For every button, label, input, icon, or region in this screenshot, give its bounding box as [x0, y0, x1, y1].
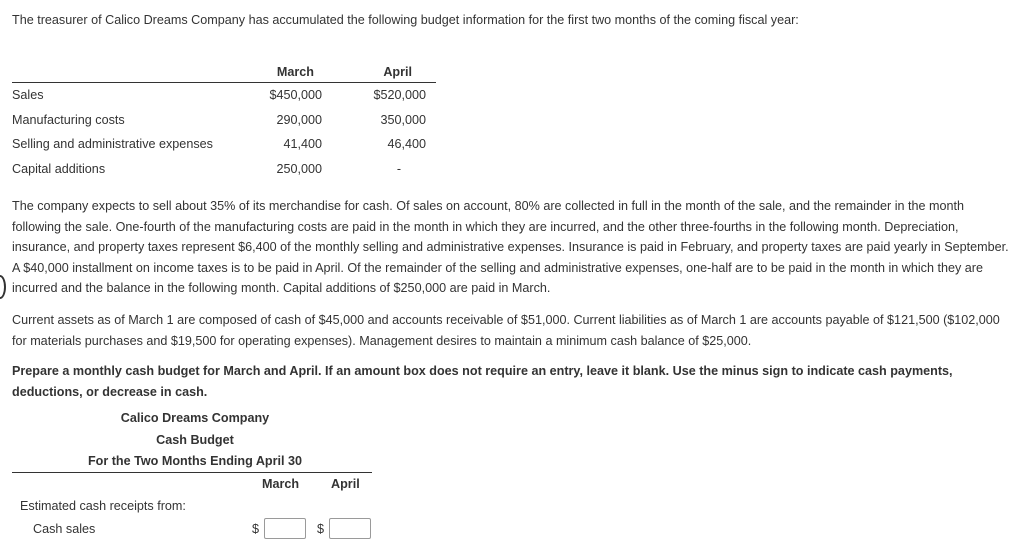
- budget-table: [12, 62, 436, 181]
- april-value: -: [396, 161, 402, 176]
- march-value: 41,400: [283, 137, 322, 152]
- april-value: $520,000: [373, 88, 426, 103]
- cash-budget-title: Cash Budget: [156, 433, 234, 447]
- cash-budget-divider: [12, 472, 372, 473]
- row-label: Capital additions: [12, 161, 106, 176]
- dollar-sign-april: $: [317, 522, 325, 536]
- table-row: [12, 132, 436, 157]
- cash-sales-april-input[interactable]: [329, 518, 371, 539]
- table-row: [12, 108, 436, 133]
- cash-budget-col-april: April: [331, 477, 360, 491]
- instructions-paragraph: Prepare a monthly cash budget for March and April. If an amount box does not require an entry, leave it blank. Use the minus sign to indicate cash payments, deductions, or decrease in cash.: [12, 364, 953, 399]
- row-label: Sales: [12, 88, 44, 103]
- dollar-sign-march: $: [252, 522, 260, 536]
- april-value: 350,000: [380, 112, 426, 127]
- march-value: $450,000: [269, 88, 322, 103]
- row-label: Selling and administrative expenses: [12, 137, 213, 152]
- header-april: April: [322, 62, 436, 83]
- table-row: [12, 83, 436, 108]
- cash-budget-col-march: March: [262, 477, 300, 491]
- cash-sales-label: Cash sales: [33, 522, 96, 536]
- receipts-label: Estimated cash receipts from:: [20, 499, 186, 513]
- march-value: 250,000: [276, 161, 322, 176]
- table-row: [12, 157, 436, 182]
- budget-table-header: [12, 62, 436, 83]
- cash-budget-period: For the Two Months Ending April 30: [87, 454, 303, 468]
- april-value: 46,400: [387, 137, 426, 152]
- header-blank: [12, 62, 234, 83]
- balances-paragraph: Current assets as of March 1 are composed of cash of $45,000 and accounts receivable of $51,000. Current liabilities as of March 1 are accounts payable of $121,500 ($102,000 for materials purchases and $19,500 for operating expenses). Management desires to maintain a minimum cash balance of $25,000.: [12, 313, 1000, 348]
- march-value: 290,000: [276, 112, 322, 127]
- assumptions-paragraph: The company expects to sell about 35% of its merchandise for cash. Of sales on account, 80% are collected in full in the month of the sale, and the remainder in the month following the sale. One-fourth of the manufacturing costs are paid in the month in which they are incurred, and the other three-fourths in the following month. Depreciation, insurance, and property taxes represent $6,400 of the monthly selling and administrative expenses. Insurance is paid in February, and property taxes are paid yearly in September. A $40,000 installment on income taxes is to be paid in April. Of the remainder of the selling and administrative expenses, one-half are to be paid in the month in which they are incurred and the balance in the following month. Capital additions of $250,000 are paid in March.: [12, 199, 1009, 296]
- intro-text: The treasurer of Calico Dreams Company has accumulated the following budget information for the first two months of the coming fiscal year:: [12, 13, 799, 27]
- row-label: Manufacturing costs: [12, 112, 125, 127]
- cash-sales-march-input[interactable]: [264, 518, 306, 539]
- header-march: March: [234, 62, 322, 83]
- cash-budget-company: Calico Dreams Company: [120, 411, 270, 425]
- margin-bracket-mark: [0, 275, 6, 299]
